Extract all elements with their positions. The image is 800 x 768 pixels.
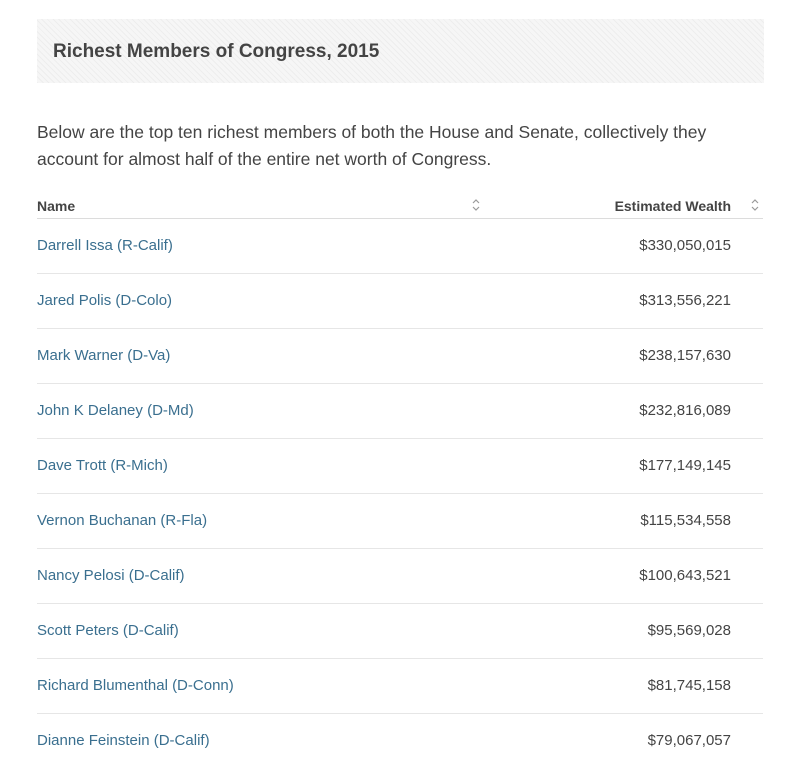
table-row xyxy=(37,659,763,714)
table-row xyxy=(37,274,763,329)
estimated-wealth-value: $95,569,028 xyxy=(647,622,731,639)
page-title: Richest Members of Congress, 2015 xyxy=(53,41,380,62)
table-row xyxy=(37,384,763,439)
column-header-name[interactable]: Name xyxy=(37,198,76,214)
table-row xyxy=(37,494,763,549)
estimated-wealth-value: $177,149,145 xyxy=(639,457,731,474)
wealth-table xyxy=(37,192,763,768)
member-name-link[interactable]: Jared Polis (D-Colo) xyxy=(37,292,173,309)
estimated-wealth-value: $79,067,057 xyxy=(647,732,731,749)
table-row xyxy=(37,714,763,768)
estimated-wealth-value: $100,643,521 xyxy=(639,567,731,584)
estimated-wealth-value: $313,556,221 xyxy=(639,292,731,309)
estimated-wealth-value: $81,745,158 xyxy=(647,677,731,694)
table-title-banner xyxy=(37,19,764,83)
estimated-wealth-value: $232,816,089 xyxy=(639,402,731,419)
column-header-estimated-wealth[interactable]: Estimated Wealth xyxy=(614,198,731,214)
member-name-link[interactable]: Darrell Issa (R-Calif) xyxy=(37,237,173,254)
table-row xyxy=(37,329,763,384)
sort-icon[interactable] xyxy=(471,197,481,213)
estimated-wealth-value: $330,050,015 xyxy=(639,237,731,254)
table-row xyxy=(37,219,763,274)
member-name-link[interactable]: Dianne Feinstein (D-Calif) xyxy=(37,732,210,749)
table-row xyxy=(37,549,763,604)
member-name-link[interactable]: Vernon Buchanan (R-Fla) xyxy=(37,512,208,529)
table-body xyxy=(37,219,763,768)
member-name-link[interactable]: Mark Warner (D-Va) xyxy=(37,347,171,364)
table-header xyxy=(37,192,763,219)
member-name-link[interactable]: Nancy Pelosi (D-Calif) xyxy=(37,567,185,584)
intro-text: Below are the top ten richest members of both the House and Senate, collectively they account for almost half of the entire net worth of Congress. xyxy=(37,122,707,169)
member-name-link[interactable]: Dave Trott (R-Mich) xyxy=(37,457,168,474)
member-name-link[interactable]: John K Delaney (D-Md) xyxy=(37,402,194,419)
estimated-wealth-value: $115,534,558 xyxy=(640,512,731,529)
estimated-wealth-value: $238,157,630 xyxy=(639,347,731,364)
table-row xyxy=(37,439,763,494)
member-name-link[interactable]: Scott Peters (D-Calif) xyxy=(37,622,179,639)
sort-icon[interactable] xyxy=(750,197,760,213)
member-name-link[interactable]: Richard Blumenthal (D-Conn) xyxy=(37,677,234,694)
table-row xyxy=(37,604,763,659)
